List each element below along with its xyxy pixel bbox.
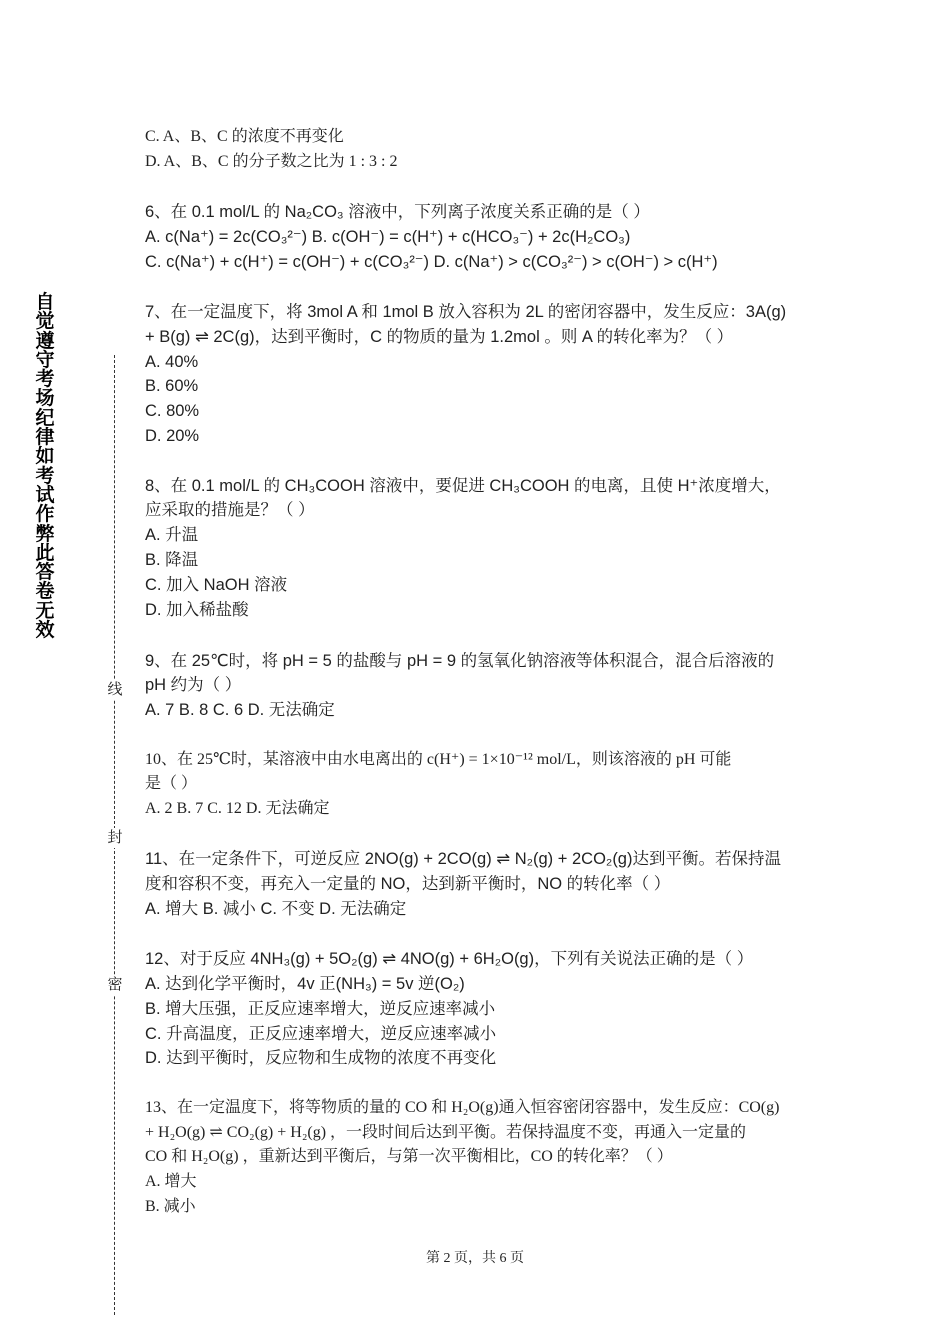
option: A. 升温 bbox=[145, 526, 199, 544]
question-text: pH 约为（ ） bbox=[145, 676, 242, 694]
option: B. 60% bbox=[145, 377, 199, 395]
question-text: 6、在 0.1 mol/L 的 Na₂CO₃ 溶液中，下列离子浓度关系正确的是（ ） bbox=[145, 203, 650, 221]
question-text: 应采取的措施是？（ ） bbox=[145, 501, 315, 519]
option: C. A、B、C 的浓度不再变化 bbox=[145, 128, 344, 145]
option: A. 增大 bbox=[145, 1173, 197, 1190]
question-text: 13、在一定温度下，将等物质的量的 CO 和 H₂O(g)通入恒容密闭容器中，发生反应：CO(g) bbox=[145, 1099, 780, 1116]
option: D. 加入稀盐酸 bbox=[145, 601, 249, 619]
question-text: 7、在一定温度下，将 3mol A 和 1mol B 放入容积为 2L 的密闭容器中，发生反应：3A(g) bbox=[145, 303, 787, 321]
option: A. c(Na⁺) = 2c(CO₃²⁻) B. c(OH⁻) = c(H⁺) + c(HCO₃⁻) + 2c(H₂CO₃) bbox=[145, 228, 631, 246]
seal-label-xian: 线 bbox=[105, 680, 125, 700]
option: A. 2 B. 7 C. 12 D. 无法确定 bbox=[145, 800, 330, 817]
option: C. 升高温度，正反应速率增大，逆反应速率减小 bbox=[145, 1025, 497, 1043]
seal-label-feng: 封 bbox=[105, 828, 125, 848]
option: C. c(Na⁺) + c(H⁺) = c(OH⁻) + c(CO₃²⁻) D. c(Na⁺) > c(CO₃²⁻) > c(OH⁻) > c(H⁺) bbox=[145, 253, 718, 271]
page-number: 第 2 页，共 6 页 bbox=[426, 1251, 524, 1266]
exam-discipline-notice: 自觉遵守考场纪律如考试作弊此答卷无效 bbox=[35, 291, 55, 642]
option: A. 达到化学平衡时，4v 正(NH₃) = 5v 逆(O₂) bbox=[145, 975, 465, 993]
option: A. 40% bbox=[145, 353, 199, 371]
option: C. 加入 NaOH 溶液 bbox=[145, 576, 288, 594]
option: D. 20% bbox=[145, 427, 200, 445]
question-text: 度和容积不变，再充入一定量的 NO，达到新平衡时，NO 的转化率（ ） bbox=[145, 875, 671, 893]
option: A. 7 B. 8 C. 6 D. 无法确定 bbox=[145, 701, 335, 719]
question-text: + B(g) ⇌ 2C(g)，达到平衡时，C 的物质的量为 1.2mol 。则 A 的转化率为？（ ） bbox=[145, 328, 734, 346]
question-text: + H₂O(g) ⇌ CO₂(g) + H₂(g) ，一段时间后达到平衡。若保持温度不变，再通入一定量的 bbox=[145, 1124, 747, 1141]
question-text: CO 和 H₂O(g) ，重新达到平衡后，与第一次平衡相比，CO 的转化率？（ ） bbox=[145, 1148, 673, 1165]
question-text: 10、在 25℃时，某溶液中由水电离出的 c(H⁺) = 1×10⁻¹² mol/L，则该溶液的 pH 可能 bbox=[145, 751, 732, 768]
option: D. A、B、C 的分子数之比为 1 : 3 : 2 bbox=[145, 153, 398, 170]
option: C. 80% bbox=[145, 402, 200, 420]
question-text: 是（ ） bbox=[145, 775, 198, 792]
question-text: 12、对于反应 4NH₃(g) + 5O₂(g) ⇌ 4NO(g) + 6H₂O(g)，下列有关说法正确的是（ ） bbox=[145, 950, 754, 968]
option: B. 降温 bbox=[145, 551, 199, 569]
option: D. 达到平衡时，反应物和生成物的浓度不再变化 bbox=[145, 1049, 497, 1067]
question-text: 9、在 25℃时，将 pH = 5 的盐酸与 pH = 9 的氢氧化钠溶液等体积混合，混合后溶液的 bbox=[145, 652, 775, 670]
option: B. 减小 bbox=[145, 1198, 196, 1215]
question-text: 11、在一定条件下，可逆反应 2NO(g) + 2CO(g) ⇌ N₂(g) + 2CO₂(g)达到平衡。若保持温 bbox=[145, 850, 781, 868]
question-text: 8、在 0.1 mol/L 的 CH₃COOH 溶液中，要促进 CH₃COOH 的电离，且使 H⁺浓度增大， bbox=[145, 477, 781, 495]
option: A. 增大 B. 减小 C. 不变 D. 无法确定 bbox=[145, 900, 407, 918]
option: B. 增大压强，正反应速率增大，逆反应速率减小 bbox=[145, 1000, 496, 1018]
seal-label-mi: 密 bbox=[105, 975, 125, 995]
